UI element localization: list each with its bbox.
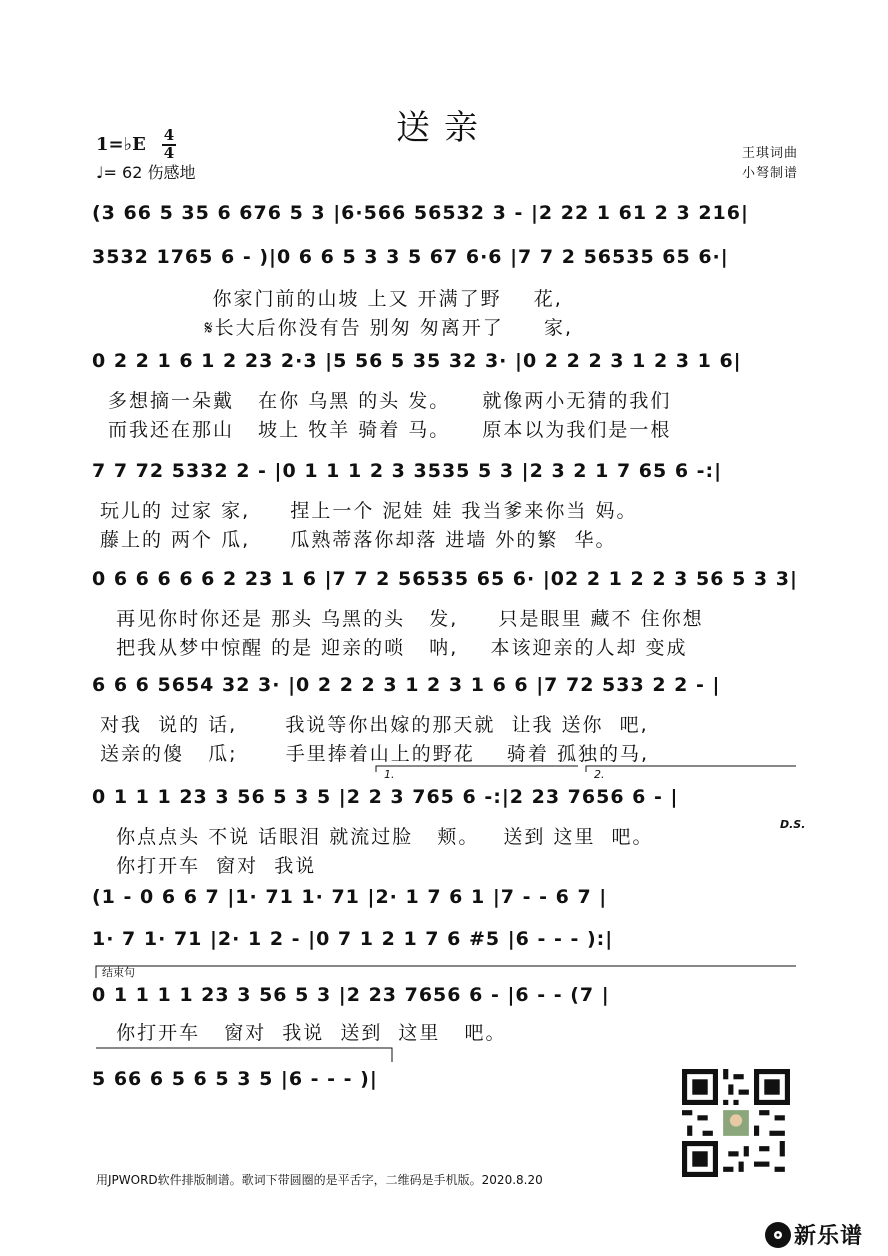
logo-disc-icon [764,1221,792,1249]
notation-row-3: 0 2 2 1 6 1 2 23 2·3 |5 56 5 35 32 3· |0 2 2 2 3 1 2 3 1 6| [92,350,742,372]
site-logo[interactable]: 新乐谱 [794,1224,864,1249]
time-bottom: 4 [163,144,175,162]
lyrics-row-5a: 再见你时你还是 那头 乌黑的头 发, 只是眼里 藏不 住你想 [100,608,704,630]
lyrics-row-10a: 你打开车 窗对 我说 送到 这里 吧。 [100,1022,507,1044]
lyrics-row-2b: 𝄋长大后你没有告 别匆 匆离开了 家, [100,317,574,339]
notation-row-6: 6 6 6 5654 32 3· |0 2 2 2 3 1 2 3 1 6 6 |7 72 533 2 2 - | [92,674,721,696]
lyrics-row-4b: 藤上的 两个 瓜, 瓜熟蒂落你却落 进墙 外的繁 华。 [100,529,617,551]
credit-score: 小弩制谱 [742,166,799,181]
lyrics-row-2a: 你家门前的山坡 上又 开满了野 花, [100,288,563,310]
time-top: 4 [163,126,175,144]
tempo-marking: ♩= 62 伤感地 [96,163,196,182]
qr-code[interactable] [682,1069,790,1177]
song-title: 送亲 [396,108,492,148]
lyrics-row-7a: 你点点头 不说 话眼泪 就流过脸 颊。 送到 这里 吧。 [100,826,654,848]
volta-1-label: 1. [384,768,395,781]
notation-row-2: 3532 1765 6 - )|0 6 6 5 3 3 5 67 6·6 |7 7 2 56535 65 6·| [92,246,729,268]
volta-2-label: 2. [594,768,605,781]
dal-segno-mark: D.S. [780,818,806,831]
ending-label: 结束句 [102,966,135,979]
ending-close-bracket [96,1048,392,1062]
volta-2-bracket [586,766,796,772]
ending-bracket [96,966,796,978]
notation-row-4: 7 7 72 5332 2 - |0 1 1 1 2 3 3535 5 3 |2 3 2 1 7 65 6 -:| [92,460,723,482]
lyrics-row-6a: 对我 说的 话, 我说等你出嫁的那天就 让我 送你 吧, [100,714,649,736]
volta-1-bracket [376,766,578,772]
notation-row-11: 5 66 6 5 6 5 3 5 |6 - - - )| [92,1068,378,1090]
lyrics-row-5b: 把我从梦中惊醒 的是 迎亲的唢 呐, 本该迎亲的人却 变成 [100,637,688,659]
notation-row-9: 1· 7 1· 71 |2· 1 2 - |0 7 1 2 1 7 6 #5 |6 - - - ):| [92,928,614,950]
footnote: 用JPWORD软件排版制谱。歌词下带圆圈的是平舌字，二维码是手机版。2020.8.20 [96,1173,543,1187]
notation-row-7: 0 1 1 1 23 3 56 5 3 5 |2 2 3 765 6 -:|2 23 7656 6 - | [92,786,679,808]
lyrics-row-6b: 送亲的傻 瓜; 手里捧着山上的野花 骑着 孤独的马, [100,743,649,765]
notation-row-8: (1 - 0 6 6 7 |1· 71 1· 71 |2· 1 7 6 1 |7 - - 6 7 | [92,886,608,908]
notation-row-5: 0 6 6 6 6 6 2 23 1 6 |7 7 2 56535 65 6· |02 2 1 2 2 3 56 5 3 3| [92,568,798,590]
credit-lyrics: 王琪词曲 [742,146,799,161]
notation-row-10: 0 1 1 1 1 23 3 56 5 3 |2 23 7656 6 - |6 - - (7 | [92,984,610,1006]
lyrics-row-4a: 玩儿的 过家 家, 捏上一个 泥娃 娃 我当爹来你当 妈。 [100,500,638,522]
key-signature: 1=♭E [96,134,146,155]
lyrics-row-3b: 而我还在那山 坡上 牧羊 骑着 马。 原本以为我们是一根 [100,419,672,441]
notation-row-1: (3 66 5 35 6 676 5 3 |6·566 56532 3 - |2 22 1 61 2 3 216| [92,202,749,224]
lyrics-row-7b: 你打开车 窗对 我说 [100,855,317,877]
lyrics-row-3a: 多想摘一朵戴 在你 乌黑 的头 发。 就像两小无猜的我们 [100,390,672,412]
